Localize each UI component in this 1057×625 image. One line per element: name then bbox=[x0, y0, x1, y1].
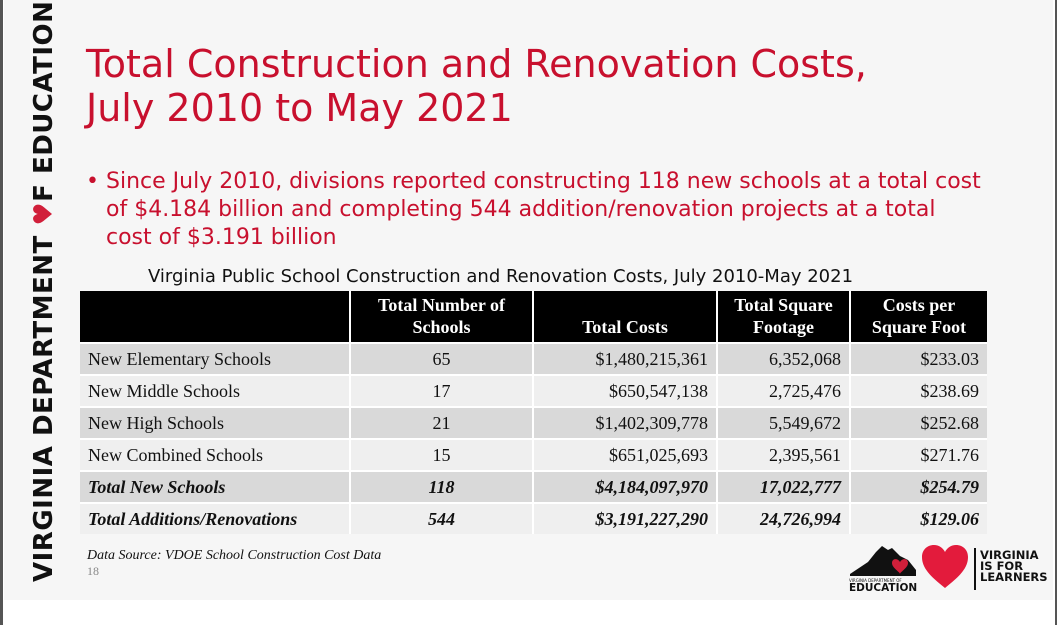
row-total-cost: $1,480,215,361 bbox=[533, 343, 717, 375]
vdoe-logo-icon bbox=[846, 542, 920, 594]
row-label: Total Additions/Renovations bbox=[80, 503, 350, 534]
row-square-footage: 5,549,672 bbox=[717, 407, 850, 439]
header-cost-per-sqft: Costs per Square Foot bbox=[850, 291, 987, 343]
table-row-total-new bbox=[80, 471, 987, 503]
data-source-note: Data Source: VDOE School Construction Cost Data bbox=[87, 548, 382, 563]
row-label: Total New Schools bbox=[80, 471, 350, 503]
table-row bbox=[80, 375, 987, 407]
row-total-cost: $4,184,097,970 bbox=[533, 471, 717, 503]
header-square-footage: Total Square Footage bbox=[717, 291, 850, 343]
bullet-point bbox=[86, 168, 986, 252]
row-label: New Elementary Schools bbox=[80, 343, 350, 375]
vertical-brand-text bbox=[29, 1, 59, 582]
virginia-is-for-learners-logo bbox=[980, 550, 1048, 583]
row-square-footage: 2,395,561 bbox=[717, 439, 850, 471]
row-cost-per-sqft: $129.06 bbox=[850, 503, 987, 534]
logo-va-line2: IS FOR bbox=[980, 559, 1024, 573]
table-row bbox=[80, 343, 987, 375]
logo-va-line3: LEARNERS bbox=[980, 570, 1048, 584]
heart-icon bbox=[920, 544, 970, 590]
window-border-left bbox=[0, 0, 3, 625]
logo-edu-small-text: VIRGINIA DEPARTMENT OF bbox=[849, 578, 902, 583]
row-count: 65 bbox=[350, 343, 533, 375]
row-square-footage: 24,726,994 bbox=[717, 503, 850, 534]
row-total-cost: $1,402,309,778 bbox=[533, 407, 717, 439]
row-square-footage: 17,022,777 bbox=[717, 471, 850, 503]
row-square-footage: 6,352,068 bbox=[717, 343, 850, 375]
row-count: 544 bbox=[350, 503, 533, 534]
brand-text-part1: VIRGINIA DEPARTMENT bbox=[29, 225, 59, 582]
table-caption: Virginia Public School Construction and Renovation Costs, July 2010-May 2021 bbox=[148, 266, 854, 287]
row-square-footage: 2,725,476 bbox=[717, 375, 850, 407]
vertical-brand-banner bbox=[4, 0, 59, 582]
row-label: New Combined Schools bbox=[80, 439, 350, 471]
row-count: 118 bbox=[350, 471, 533, 503]
row-cost-per-sqft: $271.76 bbox=[850, 439, 987, 471]
row-total-cost: $3,191,227,290 bbox=[533, 503, 717, 534]
slide-title bbox=[86, 42, 986, 130]
header-category bbox=[80, 291, 350, 343]
row-cost-per-sqft: $254.79 bbox=[850, 471, 987, 503]
brand-heart-icon: ♥ bbox=[29, 201, 59, 226]
row-total-cost: $651,025,693 bbox=[533, 439, 717, 471]
row-count: 15 bbox=[350, 439, 533, 471]
table-row bbox=[80, 439, 987, 471]
page-number: 18 bbox=[87, 564, 99, 578]
row-label: New High Schools bbox=[80, 407, 350, 439]
slide-bottom-margin bbox=[3, 600, 1055, 625]
cost-table bbox=[80, 291, 987, 534]
table-row bbox=[80, 407, 987, 439]
row-label: New Middle Schools bbox=[80, 375, 350, 407]
row-cost-per-sqft: $233.03 bbox=[850, 343, 987, 375]
brand-text-part2: F EDUCATION bbox=[29, 0, 59, 202]
table-header-row bbox=[80, 291, 987, 343]
row-count: 21 bbox=[350, 407, 533, 439]
logo-edu-big-text: EDUCATION bbox=[849, 582, 918, 594]
logo-divider bbox=[974, 548, 976, 590]
bullet-text: Since July 2010, divisions reported constructing 118 new schools at a total cost of $4.184 billion and completing 544 addition/renovation projects at a total cost of $3.191 billion bbox=[106, 169, 981, 250]
header-total-costs: Total Costs bbox=[533, 291, 717, 343]
logo-va-line1: VIRGINIA bbox=[980, 548, 1039, 562]
row-cost-per-sqft: $238.69 bbox=[850, 375, 987, 407]
slide-title-line1: Total Construction and Renovation Costs, bbox=[86, 42, 867, 86]
row-total-cost: $650,547,138 bbox=[533, 375, 717, 407]
bullet-dot-icon: • bbox=[86, 169, 99, 194]
row-cost-per-sqft: $252.68 bbox=[850, 407, 987, 439]
row-count: 17 bbox=[350, 375, 533, 407]
header-total-number: Total Number of Schools bbox=[350, 291, 533, 343]
slide-title-line2: July 2010 to May 2021 bbox=[86, 86, 513, 130]
table-row-total-renovations bbox=[80, 503, 987, 534]
